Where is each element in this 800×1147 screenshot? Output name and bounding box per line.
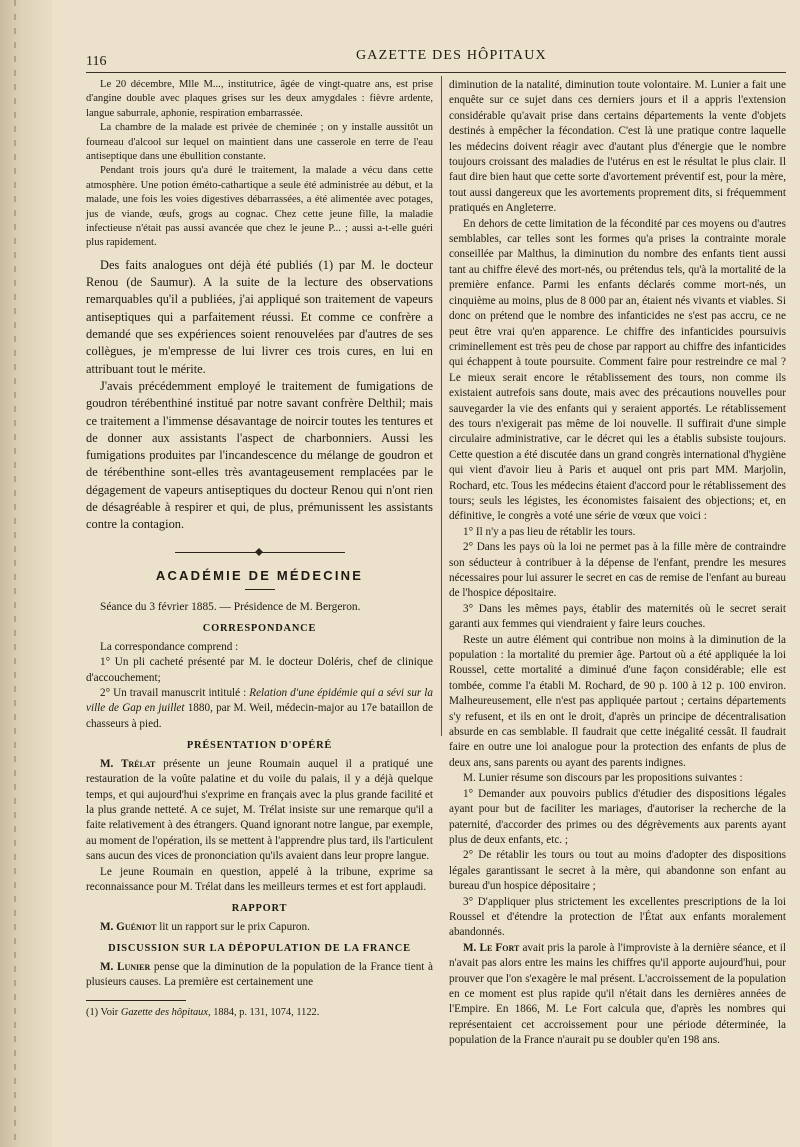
paragraph — [86, 960, 433, 991]
right-column — [449, 78, 786, 1049]
footnote — [86, 1005, 433, 1020]
paragraph: 1° Un pli cacheté présenté par M. le docteur Doléris, chef de clinique d'accouchement; — [86, 656, 433, 684]
speaker-name: M. Le Fort — [463, 941, 520, 954]
paragraph: La correspondance comprend : — [100, 640, 239, 653]
speaker-name: M. Lunier — [100, 960, 151, 973]
paragraph: Le jeune Roumain en question, appelé à la tribune, exprime sa reconnaissance pour M. Trélat dans les meilleurs termes et est fort applaudi. — [86, 865, 433, 893]
paragraph: Reste un autre élément qui contribue non moins à la diminution de la population : la mortalité du premier âge. Partout où a été appliquée la loi Roussel, cette mortalité a diminué d'une façon considérable; elle est tombée, comme l'a établi M. Rochard, de 90 p. 100 à 12 p. 100 environ. Malheureusement, elle n'est pas appliquée partout ; certains départements s'y refusent, et ils en ont le droit, d'après un principe de décentralisation absurde en cas semblable. Il faudrait que cette inégalité cessât. Il faudrait faire en outre une loi analogue pour la protection des enfants de plus de deux ans, sans parents ou ayant des parents indignes. — [449, 633, 786, 769]
paragraph — [449, 941, 786, 1049]
page-number: 116 — [86, 54, 107, 69]
paragraph — [86, 686, 433, 732]
speaker-name: M. Trélat — [100, 757, 156, 770]
footnote-rule — [86, 1000, 186, 1001]
case-report — [86, 78, 433, 251]
separator-ornament — [255, 548, 263, 556]
page-binding-edge — [0, 0, 52, 1147]
text-run: 1880, par M. Weil, médecin-major au 17e bataillon de chasseurs à pied. — [86, 702, 433, 730]
header-rule — [86, 72, 786, 73]
subheading-presentation: PRÉSENTATION D'OPÉRÉ — [186, 740, 333, 752]
subheading-rapport: RAPPORT — [231, 903, 288, 915]
text-run: 1884, p. 131, 1074, 1122. — [210, 1007, 320, 1019]
section-title: ACADÉMIE DE MÉDECINE — [155, 567, 364, 583]
paragraph: La chambre de la malade est privée de cheminée ; on y installe aussitôt un fourneau d'alcool sur lequel on maintient dans une casserole en terre de l'eau antiseptique dans une ébullition constante. — [86, 122, 433, 163]
text-run: lit un rapport sur le prix Capuron. — [156, 920, 310, 933]
text-run: 2° Un travail manuscrit intitulé : — [100, 687, 250, 700]
text-run: avait pris la parole à l'improviste à la dernière séance, et il n'avait pas alors entre les mains les chiffres qu'il apporte aujourd'hui, pour prouver que l'on s'exagère le mal présent. L'accroissement de la population en ce moment est plus rapide qu'il n'était dans les dernières années de l'Empire. En 1866, M. Le Fort calcula que, d'après les nombres qui représentaient cet accroissement pour une période déterminée, la population de la France n'aurait pu se doubler qu'en 198 ans. — [449, 941, 786, 1047]
paragraph: 3° D'appliquer plus strictement les excellentes prescriptions de la loi Roussel et d'étendre la protection de l'État aux enfants moralement abandonnés. — [449, 895, 786, 939]
left-column — [86, 78, 433, 1021]
column-divider — [441, 76, 442, 736]
session-line: Séance du 3 février 1885. — Présidence de M. Bergeron. — [100, 601, 361, 614]
text-run: présente un jeune Roumain auquel il a pratiqué une restauration de la voûte palatine et du voile du palais, il y a déjà quelque temps, et qui aujourd'hui s'exprime en français avec la plus grande facilité et la plus grande netteté. A ce sujet, M. Trélat insiste sur une remarque qu'il a faite relativement à des étrangers. Quand ignorant notre langue, par exemple, au moment de l'opération, ils se mettent à l'apprendre plus tard, ils l'articulent sans aucun des vices de prononciation qu'ils avaient dans leur propre langue. — [86, 757, 433, 863]
paragraph: Pendant trois jours qu'a duré le traitement, la malade a vécu dans cette atmosphère. Une potion éméto-cathartique a seule été administrée au début, et la malade, une fois les voies digestives débarrassées, a été alimentée avec potages, jus de viande, œufs, grogs au cognac. Chez cette jeune fille, la maladie infectieuse n'était pas aussi avancée que chez le jeune P... ; aussi a-t-elle guéri plus rapidement. — [86, 165, 433, 249]
text-run: pense que la diminution de la population de la France tient à plusieurs causes. La première est certainement une — [86, 960, 433, 988]
paragraph: Des faits analogues ont déjà été publiés (1) par M. le docteur Renou (de Saumur). A la suite de la lecture des observations remarquables qu'il a publiées, j'ai appliqué son traitement de vapeurs antiseptiques qui a parfaitement réussi. Et comme ce confrère a demandé que ses expériences soient renouvelées par d'autres de ses collègues, je m'empresse de lui livrer ces trois cures, en lui en attribuant tout le mérite. — [86, 257, 433, 376]
paragraph: 2° Dans les pays où la loi ne permet pas à la fille mère de contraindre son séducteur à contribuer à la dépense de l'enfant, prendre les mesures nécessaires pour lui assurer le secret en cas de remise de l'enfant au bureau de l'hospice dépositaire. — [449, 541, 786, 600]
paragraph — [86, 920, 433, 935]
paragraph: 3° Dans les mêmes pays, établir des maternités où le secret serait garanti aux femmes qui viendraient y faire leurs couches. — [449, 602, 786, 631]
page-header — [86, 46, 786, 70]
paragraph: M. Lunier résume son discours par les propositions suivantes : — [463, 772, 743, 785]
cited-journal: Gazette des hôpitaux, — [120, 1007, 211, 1019]
subheading-correspondance: CORRESPONDANCE — [202, 623, 317, 635]
speaker-name: M. Guéniot — [100, 920, 157, 933]
commentary — [86, 257, 433, 534]
paragraph: 1° Demander aux pouvoirs publics d'étudier des dispositions légales ayant pour but de faciliter les mariages, d'autoriser la recherche de la paternité, d'accorder des primes ou des dégrèvements aux parents ayant plus de deux enfants, etc. ; — [449, 787, 786, 846]
paragraph: diminution de la natalité, diminution toute volontaire. M. Lunier a fait une enquête sur ce sujet dans ces derniers jours et il a appris l'extension considérable qu'avait prise dans certains départements la vente d'objets destinés à empêcher la fécondation. C'est là une pratique contre laquelle les médecins doivent réagir avec d'autant plus d'énergie que le nombre toujours croissant des maladies de l'utérus en est le résultat le plus clair. Il faut dire bien haut que cette sorte d'avortement préventif est, pour la mère, tout aussi dangereux que les avortements proprement dits, si fréquemment pratiqués en Angleterre. — [449, 79, 786, 215]
text-run: (1) Voir — [86, 1007, 121, 1019]
paragraph — [86, 757, 433, 865]
paragraph: 2° De rétablir les tours ou tout au moins d'adopter des dispositions légales garantissant le secret à la mère, qui abandonne son enfant au bureau d'un hospice dépositaire ; — [449, 849, 786, 893]
title-rule — [245, 589, 275, 590]
paragraph: Le 20 décembre, Mlle M..., institutrice, âgée de vingt-quatre ans, est prise d'angine double avec plaques grises sur les deux amygdales : fièvre ardente, langue saburrale, aphonie, respiration embarrassée. — [86, 79, 433, 119]
section-separator — [175, 548, 345, 556]
paragraph: En dehors de cette limitation de la fécondité par ces moyens ou d'autres semblables, car telles sont les formes qu'a prises la contrainte morale conseillée par Malthus, la diminution du nombre des enfants tient aussi tant au chiffre élevé des mort-nés, ou prétendus tels, qu'à la mortalité de la première enfance. Parmi les enfants déclarés comme mort-nés, un cinquième au moins, plus de 8 000 par an, étaient nés vivants et viables. Si donc on prétend que le nombre des infanticides ne s'est pas accru, ce ne peut être vrai qu'en apparence. Le chiffre des infanticides poursuivis criminellement est très peu de chose par rapport au chiffre des infanticides qui échappent à toute poursuite. Comment faire pour restreindre ce mal ? Le mieux serait encore le rétablissement des tours, non comme ils existaient autrefois sans doute, mais avec des précautions nouvelles pour sauvegarder la vie des enfants qui y seraient apportés. Le rétablissement des tours n'exigerait pas même de loi nouvelle. Il suffirait d'une simple circulaire administrative, car le décret qui les a établis subsiste toujours. Cette question a été discutée dans un grand congrès international d'hygiène qui vient d'avoir lieu à Paris et auquel ont pris part MM. Marjolin, Rochard, etc. Tous les médecins étaient d'accord pour le rétablissement des tours; seuls les légistes, les économistes faisaient des objections; et, en définitive, le congrès a voté une série de vœux que voici : — [449, 217, 786, 523]
paragraph: 1° Il n'y a pas lieu de rétablir les tours. — [463, 525, 636, 538]
running-title: GAZETTE DES HÔPITAUX — [356, 48, 547, 63]
subheading-discussion: DISCUSSION SUR LA DÉPOPULATION DE LA FRANCE — [108, 943, 411, 955]
paragraph: J'avais précédemment employé le traitement de fumigations de goudron térébenthiné institué par notre savant confrère Delthil; mais ce traitement a l'immense désavantage de noircir toutes les tentures et de donner aux assistants l'aspect de charbonniers. Aussi les fumigations produites par l'incandescence du mélange de goudron et de térébenthine sont-elles très avantageusement remplacées par le dégagement de vapeurs antiseptiques du docteur Renou qui n'ont rien de désagréable à respirer et qui, de plus, prémunissent les assistants contre la contagion. — [86, 378, 433, 532]
work-title: Relation d'une épidémie qui a sévi sur la ville de Gap en juillet — [86, 687, 433, 715]
